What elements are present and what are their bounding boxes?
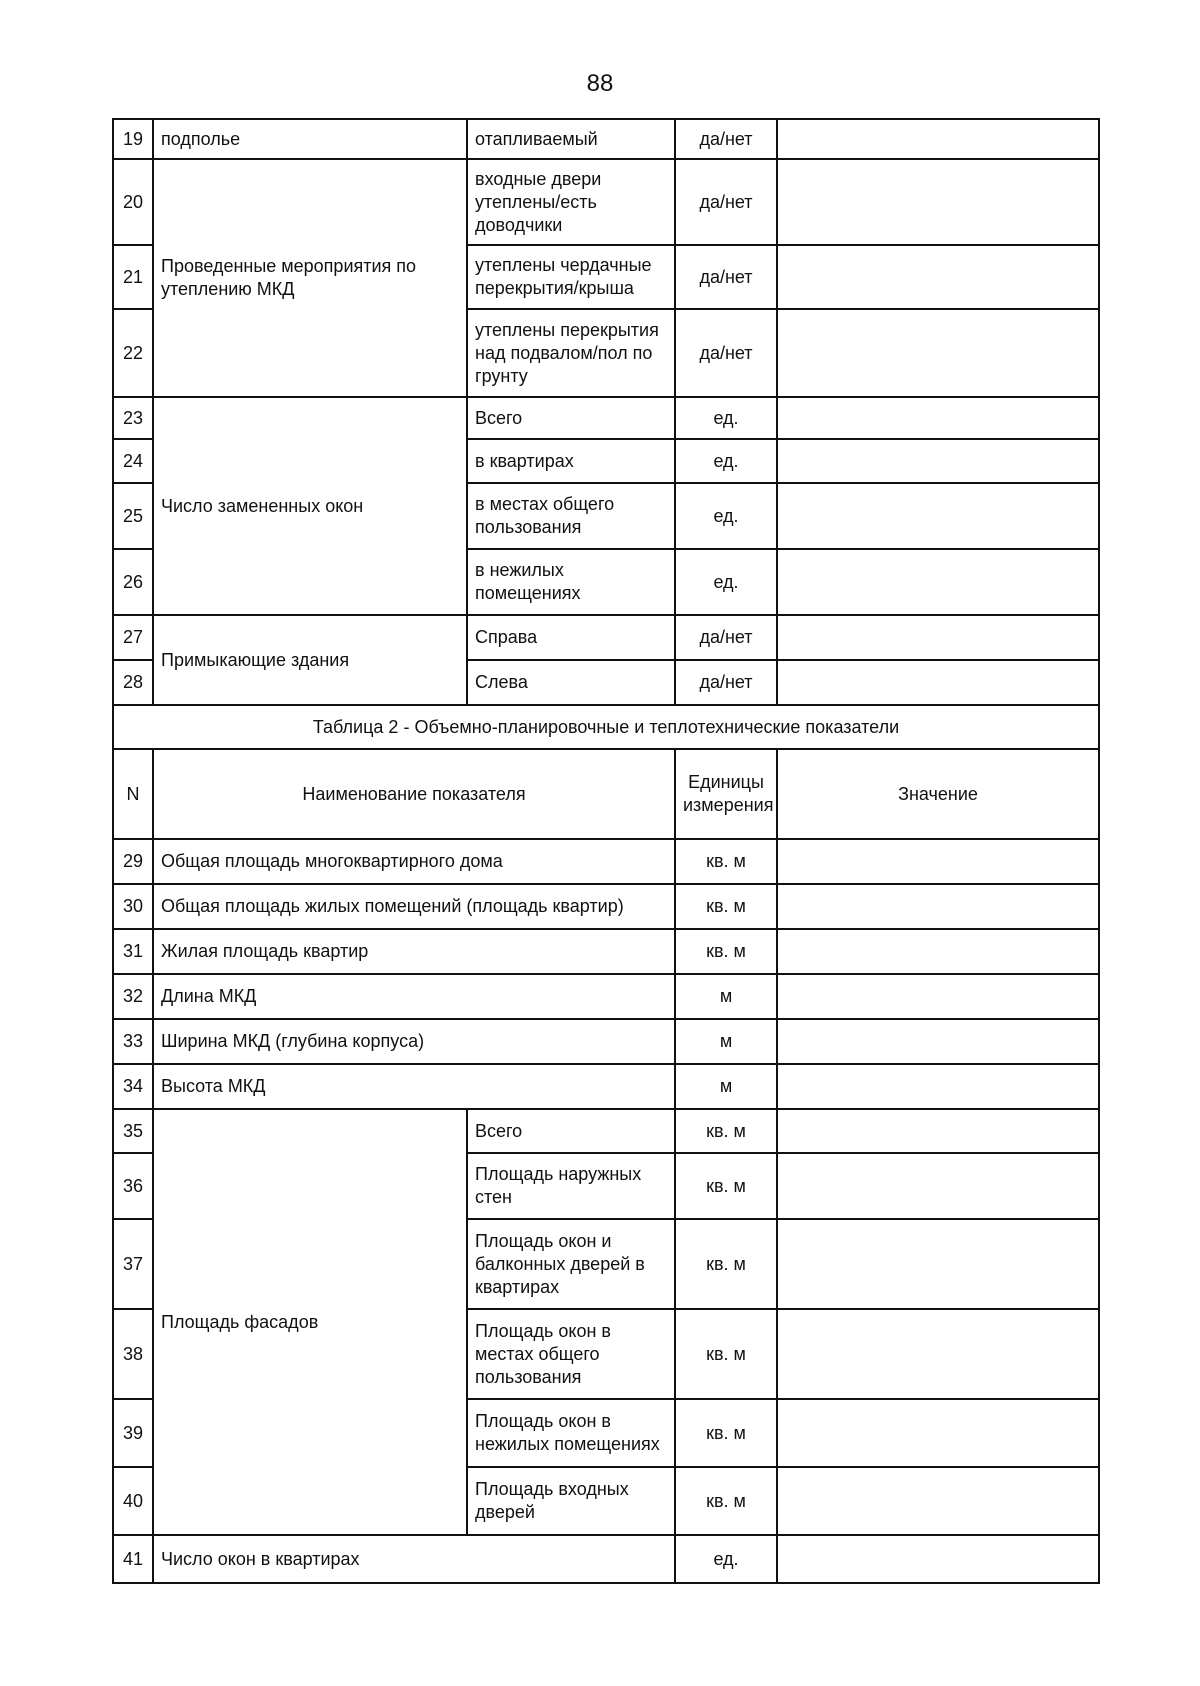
indicator-subitem: отапливаемый	[467, 119, 675, 159]
value-cell[interactable]	[777, 884, 1099, 929]
value-cell[interactable]	[777, 483, 1099, 549]
unit-cell: кв. м	[675, 1309, 777, 1399]
value-cell[interactable]	[777, 974, 1099, 1019]
unit-cell: да/нет	[675, 660, 777, 705]
table-caption: Таблица 2 - Объемно-планировочные и теплотехнические показатели	[113, 705, 1099, 749]
unit-cell: кв. м	[675, 1109, 777, 1153]
unit-cell: ед.	[675, 439, 777, 483]
value-cell[interactable]	[777, 549, 1099, 615]
indicator-name: Общая площадь жилых помещений (площадь квартир)	[153, 884, 675, 929]
row-number: 34	[113, 1064, 153, 1109]
row-number: 30	[113, 884, 153, 929]
indicator-subitem: Справа	[467, 615, 675, 660]
unit-cell: да/нет	[675, 245, 777, 309]
row-number: 41	[113, 1535, 153, 1583]
indicator-group-name: Примыкающие здания	[153, 615, 467, 705]
unit-cell: кв. м	[675, 839, 777, 884]
header-value: Значение	[777, 749, 1099, 839]
table-row	[113, 1019, 1099, 1064]
value-cell[interactable]	[777, 660, 1099, 705]
value-cell[interactable]	[777, 1064, 1099, 1109]
header-number: N	[113, 749, 153, 839]
row-number: 27	[113, 615, 153, 660]
unit-cell: ед.	[675, 397, 777, 439]
row-number: 40	[113, 1467, 153, 1535]
value-cell[interactable]	[777, 1309, 1099, 1399]
page-number: 88	[586, 70, 614, 97]
unit-cell: кв. м	[675, 1219, 777, 1309]
table-header-row	[113, 749, 1099, 839]
indicator-subitem: в нежилых помещениях	[467, 549, 675, 615]
table-row	[113, 615, 1099, 660]
value-cell[interactable]	[777, 309, 1099, 397]
row-number: 29	[113, 839, 153, 884]
value-cell[interactable]	[777, 1467, 1099, 1535]
row-number: 22	[113, 309, 153, 397]
value-cell[interactable]	[777, 119, 1099, 159]
table-row	[113, 159, 1099, 245]
indicator-group-name: Площадь фасадов	[153, 1109, 467, 1535]
indicator-subitem: Площадь окон и балконных дверей в квартирах	[467, 1219, 675, 1309]
value-cell[interactable]	[777, 439, 1099, 483]
indicator-subitem: в квартирах	[467, 439, 675, 483]
unit-cell: да/нет	[675, 615, 777, 660]
indicator-subitem: Площадь наружных стен	[467, 1153, 675, 1219]
indicators-table	[112, 118, 1100, 1584]
value-cell[interactable]	[777, 1153, 1099, 1219]
indicator-subitem: в местах общего пользования	[467, 483, 675, 549]
row-number: 33	[113, 1019, 153, 1064]
row-number: 19	[113, 119, 153, 159]
table-row	[113, 1535, 1099, 1583]
table-row	[113, 974, 1099, 1019]
indicator-name: Длина МКД	[153, 974, 675, 1019]
row-number: 31	[113, 929, 153, 974]
unit-cell: м	[675, 1019, 777, 1064]
row-number: 26	[113, 549, 153, 615]
value-cell[interactable]	[777, 929, 1099, 974]
value-cell[interactable]	[777, 1399, 1099, 1467]
unit-cell: кв. м	[675, 1153, 777, 1219]
indicator-subitem: Слева	[467, 660, 675, 705]
indicator-subitem: Площадь окон в местах общего пользования	[467, 1309, 675, 1399]
indicator-name: Общая площадь многоквартирного дома	[153, 839, 675, 884]
row-number: 24	[113, 439, 153, 483]
unit-cell: ед.	[675, 483, 777, 549]
header-unit: Единицы измерения	[675, 749, 777, 839]
indicator-subitem: Площадь входных дверей	[467, 1467, 675, 1535]
unit-cell: м	[675, 1064, 777, 1109]
indicator-subitem: входные двери утеплены/есть доводчики	[467, 159, 675, 245]
indicator-subitem: Всего	[467, 1109, 675, 1153]
table-row	[113, 839, 1099, 884]
value-cell[interactable]	[777, 1535, 1099, 1583]
row-number: 37	[113, 1219, 153, 1309]
unit-cell: ед.	[675, 549, 777, 615]
table-row	[113, 397, 1099, 439]
row-number: 36	[113, 1153, 153, 1219]
value-cell[interactable]	[777, 1219, 1099, 1309]
indicator-subitem: Площадь окон в нежилых помещениях	[467, 1399, 675, 1467]
unit-cell: кв. м	[675, 929, 777, 974]
value-cell[interactable]	[777, 615, 1099, 660]
row-number: 21	[113, 245, 153, 309]
row-number: 38	[113, 1309, 153, 1399]
indicator-group-name: Проведенные мероприятия по утеплению МКД	[153, 159, 467, 397]
table-row	[113, 929, 1099, 974]
unit-cell: кв. м	[675, 1399, 777, 1467]
row-number: 35	[113, 1109, 153, 1153]
row-number: 28	[113, 660, 153, 705]
row-number: 39	[113, 1399, 153, 1467]
table-row	[113, 1064, 1099, 1109]
indicator-name: Высота МКД	[153, 1064, 675, 1109]
unit-cell: да/нет	[675, 309, 777, 397]
table-row	[113, 884, 1099, 929]
indicator-name: Число окон в квартирах	[153, 1535, 675, 1583]
table-row	[113, 119, 1099, 159]
indicator-name: подполье	[153, 119, 467, 159]
row-number: 25	[113, 483, 153, 549]
indicator-subitem: утеплены чердачные перекрытия/крыша	[467, 245, 675, 309]
indicator-subitem: утеплены перекрытия над подвалом/пол по грунту	[467, 309, 675, 397]
table-row	[113, 1109, 1099, 1153]
indicator-subitem: Всего	[467, 397, 675, 439]
unit-cell: кв. м	[675, 1467, 777, 1535]
indicator-name: Ширина МКД (глубина корпуса)	[153, 1019, 675, 1064]
unit-cell: м	[675, 974, 777, 1019]
row-number: 20	[113, 159, 153, 245]
value-cell[interactable]	[777, 1109, 1099, 1153]
indicator-name: Жилая площадь квартир	[153, 929, 675, 974]
value-cell[interactable]	[777, 1019, 1099, 1064]
value-cell[interactable]	[777, 397, 1099, 439]
unit-cell: кв. м	[675, 884, 777, 929]
row-number: 32	[113, 974, 153, 1019]
table-caption-row	[113, 705, 1099, 749]
value-cell[interactable]	[777, 159, 1099, 245]
indicator-group-name: Число замененных окон	[153, 397, 467, 615]
value-cell[interactable]	[777, 839, 1099, 884]
unit-cell: да/нет	[675, 119, 777, 159]
unit-cell: да/нет	[675, 159, 777, 245]
row-number: 23	[113, 397, 153, 439]
unit-cell: ед.	[675, 1535, 777, 1583]
value-cell[interactable]	[777, 245, 1099, 309]
header-name: Наименование показателя	[153, 749, 675, 839]
